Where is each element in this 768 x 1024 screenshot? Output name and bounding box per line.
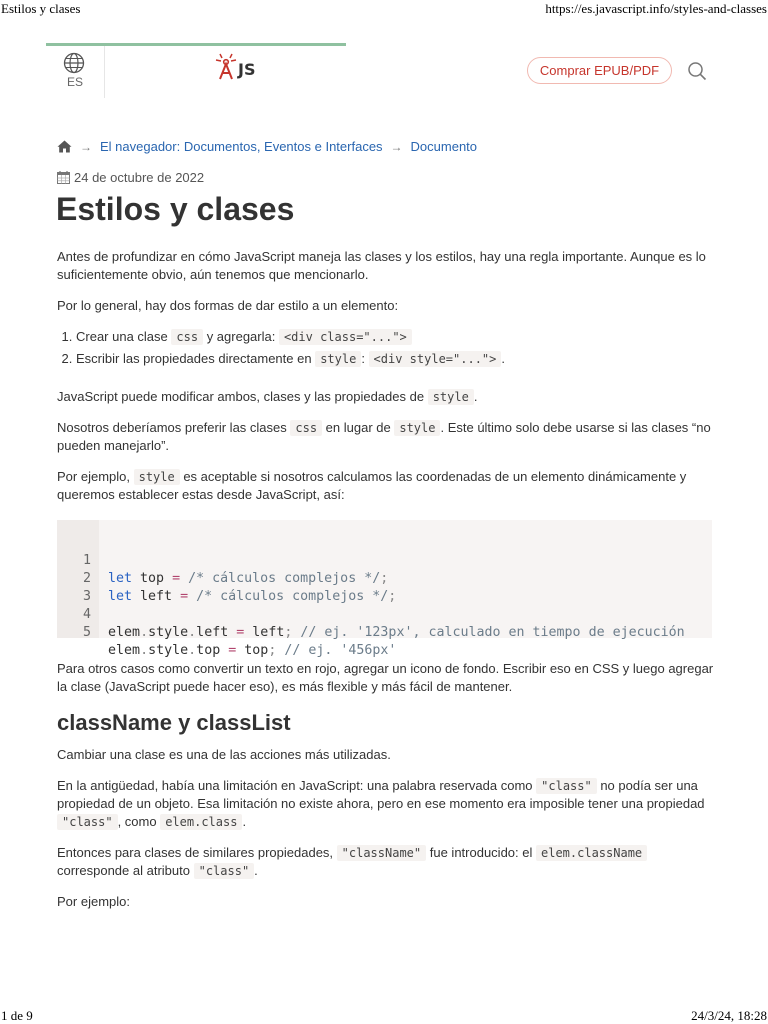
line-number: 1 — [82, 553, 91, 568]
code-line: 2 let left = /* cálculos complejos */; — [57, 552, 105, 624]
paragraph-intro: Antes de profundizar en cómo JavaScript maneja las clases y los estilos, hay una regla importante. Aunque es lo suficientemente obvio, aún tenemos que mencionarlo. — [57, 249, 706, 282]
inline-code: <div class="..."> — [279, 329, 412, 345]
print-datetime: 24/3/24, 18:28 — [691, 1008, 767, 1023]
styling-methods-list — [57, 328, 717, 368]
inline-code: css — [290, 420, 322, 436]
inline-code: "class" — [194, 863, 255, 879]
inline-code: style — [428, 389, 474, 405]
inline-code: elem.class — [160, 814, 242, 830]
inline-code: css — [171, 329, 203, 345]
home-icon[interactable] — [57, 140, 72, 153]
code-block[interactable] — [57, 520, 712, 658]
search-icon[interactable] — [687, 61, 707, 81]
inline-code: style — [315, 351, 361, 367]
breadcrumb-separator: → — [390, 139, 403, 154]
list-item: 1. Crear una clase css y agregarla: <div class="..."> — [76, 328, 717, 346]
paragraph-example-style: Por ejemplo, style es aceptable si nosotros calculamos las coordenadas de un elemento dinámicamente y queremos establecer estas desde JavaScript, así: — [57, 469, 687, 502]
line-number: 3 — [82, 589, 91, 604]
paragraph-antiquity: En la antigüedad, había una limitación en JavaScript: una palabra reservada como "class" no podía ser una propiedad de un objeto. Esa limitación no existe ahora, pero en ese momento era imposible tener una propiedad "class" , como elem.class . — [57, 778, 705, 829]
paragraph-modify-both: JavaScript puede modificar ambos, clases y las propiedades de style . — [57, 389, 478, 404]
inline-code: "class" — [536, 778, 597, 794]
paragraph-two-ways: Por lo general, hay dos formas de dar estilo a un elemento: — [57, 298, 399, 313]
inline-code: style — [394, 420, 440, 436]
paragraph-change-class: Cambiar una clase es una de las acciones más utilizadas. — [57, 747, 391, 762]
print-header — [0, 1, 768, 17]
inline-code: style — [134, 469, 180, 485]
page-title: Estilos y clases — [56, 191, 295, 227]
buy-epub-pdf-button[interactable]: Comprar EPUB/PDF — [527, 57, 672, 84]
line-number: 4 — [82, 607, 91, 622]
breadcrumb-link-document[interactable]: Documento — [410, 139, 478, 154]
paragraph-other-cases: Para otros casos como convertir un texto en rojo, agregar un icono de fondo. Escribir eso en CSS y luego agregar la clase (JavaScript puede hacer eso), es más flexible y más fácil de mantener. — [57, 661, 714, 694]
inline-code: "class" — [57, 814, 118, 830]
language-code: ES — [66, 75, 83, 89]
language-switcher[interactable] — [46, 46, 105, 98]
code-text: elem.style.left = left; // ej. '123px', calculado en tiempo de ejecución — [108, 625, 685, 640]
code-line: 1 let top = /* cálculos complejos */; — [57, 534, 105, 606]
line-number: 5 — [82, 625, 91, 640]
print-url: https://es.javascript.info/styles-and-classes — [545, 1, 767, 16]
breadcrumb-separator: → — [80, 139, 92, 154]
globe-icon — [63, 52, 85, 74]
code-text: elem.style.top = top; // ej. '456px' — [108, 643, 397, 658]
print-page-number: 1 de 9 — [1, 1008, 33, 1023]
calendar-icon — [57, 171, 70, 184]
date-text: 24 de octubre de 2022 — [74, 170, 205, 185]
breadcrumb — [57, 139, 477, 154]
print-footer — [0, 1008, 768, 1024]
inline-code: <div style="..."> — [369, 351, 502, 367]
print-page-title: Estilos y clases — [1, 1, 81, 16]
list-item: 2. Escribir las propiedades directamente en style : <div style="..."> . — [76, 350, 717, 368]
inline-code: "className" — [337, 845, 426, 861]
breadcrumb-link-browser[interactable]: El navegador: Documentos, Eventos e Interfaces — [100, 139, 383, 154]
publish-date — [57, 170, 204, 185]
line-number: 2 — [82, 571, 91, 586]
javascript-info-logo-icon[interactable] — [214, 52, 238, 82]
paragraph-classname-intro: Entonces para clases de similares propiedades, "className" fue introducido: el elem.className corresponde al atributo "class" . — [57, 844, 717, 880]
paragraph-for-example: Por ejemplo: — [57, 894, 130, 909]
section-heading-classname: className y classList — [57, 710, 291, 735]
paragraph-prefer-classes: Nosotros deberíamos preferir las clases css en lugar de style . Este último solo debe usarse si las clases “no pueden manejarlo”. — [57, 420, 711, 453]
inline-code: elem.className — [536, 845, 647, 861]
logo-text: JS — [238, 60, 256, 79]
article-content — [57, 248, 717, 924]
